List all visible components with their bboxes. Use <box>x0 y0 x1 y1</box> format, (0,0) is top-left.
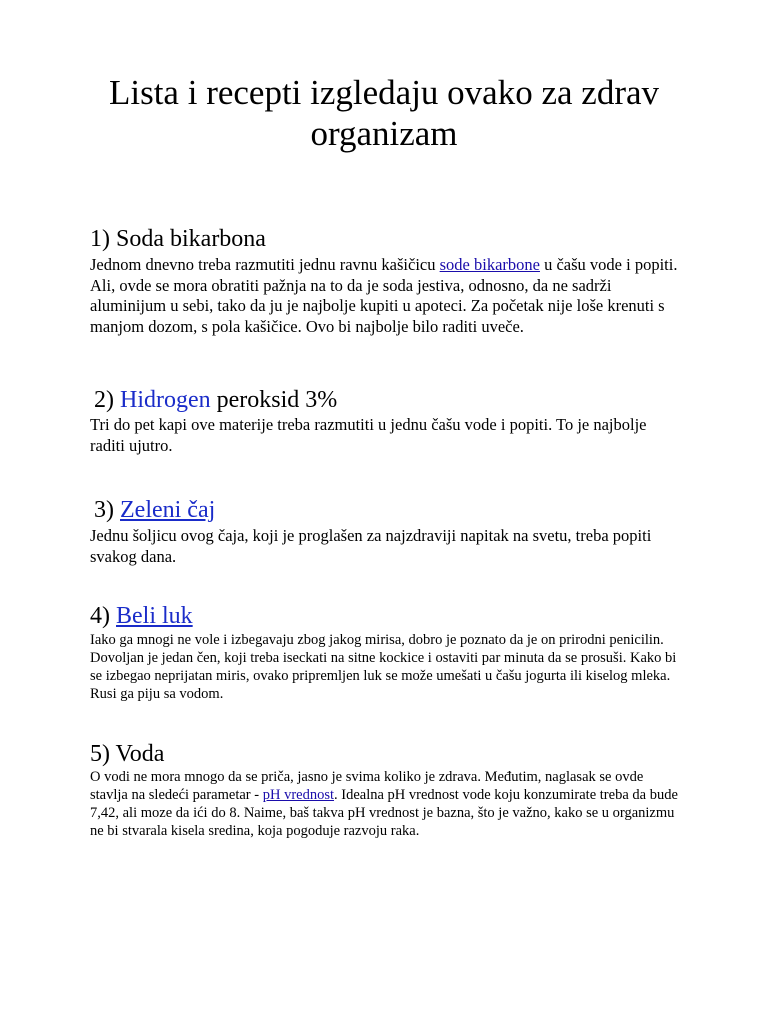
section-5-text-after: . Idealna pH vrednost vode koju konzumirate treba da bude 7,42, ali moze da ići do 8. Naime, baš takva pH vrednost je bazna, što je važno, kako se u organizmu ne bi stvarala kisela sredina, koja pogoduje razvoju raka. <box>90 787 678 839</box>
section-2-heading-num: 2) <box>94 387 120 413</box>
section-5-text-before: O vodi ne mora mnogo da se priča, jasno je svima koliko je zdrava. Međutim, naglasak se ovde stavlja na sledeći parametar - <box>90 769 644 803</box>
section-1-text-after: u čašu vode i popiti. Ali, ovde se mora obratiti pažnja na to da je soda jestiva, odnosno, da ne sadrži aluminijum u sebi, tako da ju je najbolje kupiti u apoteci. Za početak nije loše krenuti s manjom dozom, s pola kašičice. Ovo bi najbolje bilo raditi uveče. <box>90 255 678 336</box>
section-4-heading-num: 4) <box>90 603 116 629</box>
hidrogen-link[interactable]: Hidrogen <box>120 387 217 413</box>
section-5-text <box>90 768 680 840</box>
ph-vrednost-link[interactable]: pH vrednost <box>262 787 335 803</box>
section-1-text <box>90 255 680 337</box>
section-2-text: Tri do pet kapi ove materije treba razmutiti u jednu čašu vode i popiti. To je najbolje raditi ujutro. <box>90 415 647 455</box>
section-4-text: Iako ga mnogi ne vole i izbegavaju zbog jakog mirisa, dobro je poznato da je on prirodni penicilin. Dovoljan je jedan čen, koji treba iseckati na sitne kockice i ostaviti par minuta da se prosuši. Kako bi se izbegao neprijatan miris, ovako pripremljen luk se može umešati u čašu jogurta ili kiselog mleka. Rusi ga piju sa vodom. <box>90 632 677 702</box>
section-1-heading: 1) Soda bikarbona <box>90 226 266 252</box>
sode-bikarbone-link[interactable]: sode bikarbone <box>439 255 540 274</box>
section-2-heading <box>94 386 337 414</box>
section-5-heading: 5) Voda <box>90 741 165 767</box>
section-3-text: Jednu šoljicu ovog čaja, koji je proglašen za najzdraviji napitak na svetu, treba popiti svakog dana. <box>90 526 652 566</box>
section-3-heading-num: 3) <box>94 497 120 523</box>
beli-luk-link[interactable]: Beli luk <box>116 603 193 629</box>
page-title: Lista i recepti izgledaju ovako za zdrav organizam <box>108 73 660 153</box>
section-4-heading <box>90 602 193 630</box>
zeleni-caj-link[interactable]: Zeleni čaj <box>120 497 216 523</box>
section-3-heading <box>94 496 215 524</box>
section-1-text-before: Jednom dnevno treba razmutiti jednu ravnu kašičicu <box>90 255 440 274</box>
section-2-heading-rest: peroksid 3% <box>216 387 338 413</box>
